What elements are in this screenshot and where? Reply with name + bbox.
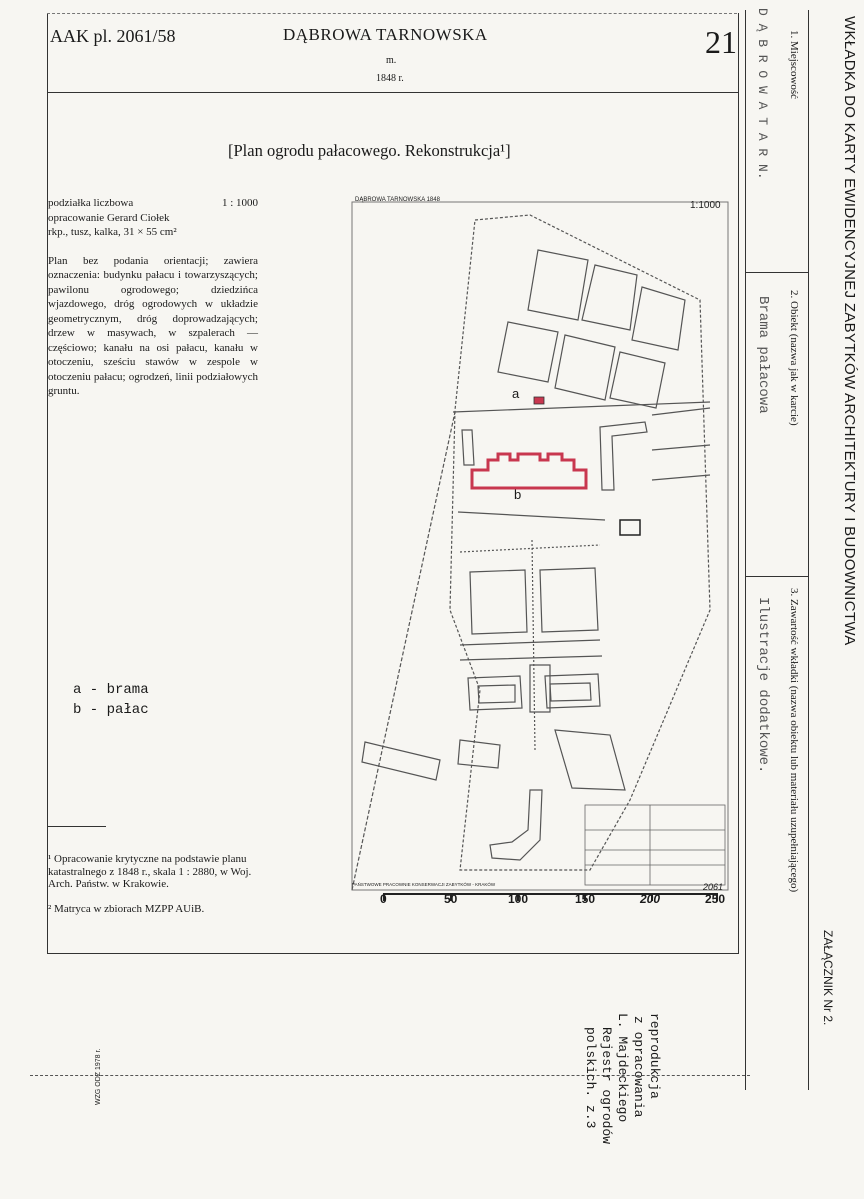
panel-line-2 bbox=[808, 10, 809, 1090]
author: opracowanie Gerard Ciołek bbox=[48, 211, 170, 224]
field3-label: 3. Zawartość wkładki (nazwa obiektu lub materiału uzupełniającego) bbox=[788, 588, 800, 893]
plan-label-a: a bbox=[512, 386, 520, 401]
note-line-1: reprodukcja bbox=[647, 1013, 662, 1099]
plan-inner-title: DĄBROWA TARNOWSKA 1848 bbox=[355, 197, 440, 203]
page-number: 21 bbox=[705, 24, 737, 60]
note-line-3: L. Majdeckiego bbox=[615, 1013, 630, 1123]
field3-value: Ilustracje dodatkowe. bbox=[755, 597, 771, 774]
scale-tick-250: 250 bbox=[705, 892, 726, 906]
catalog-ref: AAK pl. 2061/58 bbox=[50, 26, 176, 46]
garden-plan bbox=[340, 190, 740, 910]
year: 1848 r. bbox=[376, 73, 404, 84]
attachment-label: ZAŁĄCZNIK Nr 2. bbox=[821, 930, 835, 1026]
note-line-4: Rejestr ogrodów bbox=[599, 1027, 614, 1145]
scale-value: 1 : 1000 bbox=[221, 197, 258, 209]
note-line-2: z opracowania bbox=[631, 1016, 646, 1118]
palace-outline bbox=[472, 454, 586, 488]
legend-a: a - brama bbox=[73, 682, 149, 698]
scale-tick-100: 100 bbox=[508, 892, 529, 906]
footnote-2: ² Matryca w zbiorach MZPP AUiB. bbox=[48, 903, 205, 915]
field2-label: 2. Obiekt (nazwa jak w karcie) bbox=[788, 290, 800, 426]
panel-divider-2 bbox=[745, 576, 808, 577]
legend-b: b - pałac bbox=[73, 702, 149, 718]
scale-row bbox=[48, 196, 258, 211]
bottom-stamp: WZG ODZ 1978 r. bbox=[95, 1048, 102, 1105]
medium: rkp., tusz, kalka, 31 × 55 cm² bbox=[48, 226, 177, 238]
plan-frame bbox=[352, 202, 728, 890]
plan-sheet-no: 2061 bbox=[703, 882, 724, 892]
field1-label: 1. Miejscowość bbox=[788, 30, 800, 100]
header-divider bbox=[47, 92, 739, 93]
panel-line-1 bbox=[745, 10, 746, 1090]
description: Plan bez podania orientacji; zawiera oznaczenia: budynku pałacu i towarzyszących; pawilonu ogrodowego; dziedzińca wjazdowego, dróg ogrodowych w układzie geometrycznym, dróg doprowadzających; drzew w masywach, w szpalerach — częściowo; kanału na osi pałacu, kanału w otoczeniu, sześciu stawów w zespole w otoczeniu pałacu; ogrodzeń, linii podziałowych gruntu. bbox=[48, 254, 258, 397]
plan-label-b: b bbox=[514, 487, 522, 502]
title-block bbox=[585, 805, 725, 885]
note-line-5: polskich. z.3 bbox=[583, 1027, 598, 1129]
scale-label: podziałka liczbowa bbox=[48, 197, 134, 209]
place-name: DĄBROWA TARNOWSKA bbox=[283, 25, 488, 44]
place-type: m. bbox=[386, 55, 397, 66]
footnote-rule bbox=[48, 826, 106, 827]
panel-banner: WKŁADKA DO KARTY EWIDENCYJNEJ ZABYTKÓW ARCHITEKTURY I BUDOWNICTWA bbox=[841, 16, 858, 646]
field1-value: D Ą B R O W A T A R N. bbox=[755, 8, 770, 180]
scale-ticks bbox=[383, 893, 718, 901]
card-top-line bbox=[47, 13, 737, 14]
field2-value: Brama pałacowa bbox=[755, 296, 771, 414]
plan-stamp: PAŃSTWOWE PRACOWNIE KONSERWACJI ZABYTKÓW - KRAKÓW bbox=[352, 882, 496, 887]
plan-inner-scale: 1:1000 bbox=[690, 200, 721, 211]
scale-tick-150: 150 bbox=[575, 892, 596, 906]
scale-tick-50: 50 bbox=[444, 892, 458, 906]
footnote-1: ¹ Opracowanie krytyczne na podstawie planu katastralnego z 1848 r., skala 1 : 2880, w Woj. Arch. Państw. w Krakowie. bbox=[48, 853, 252, 890]
gate-marker bbox=[534, 397, 544, 404]
scale-tick-0: 0 bbox=[380, 892, 387, 906]
metadata-block bbox=[48, 196, 258, 399]
scale-tick-200: 200 bbox=[640, 892, 661, 906]
panel-divider-1 bbox=[745, 272, 808, 273]
page-title: [Plan ogrodu pałacowego. Rekonstrukcja¹] bbox=[228, 141, 511, 160]
